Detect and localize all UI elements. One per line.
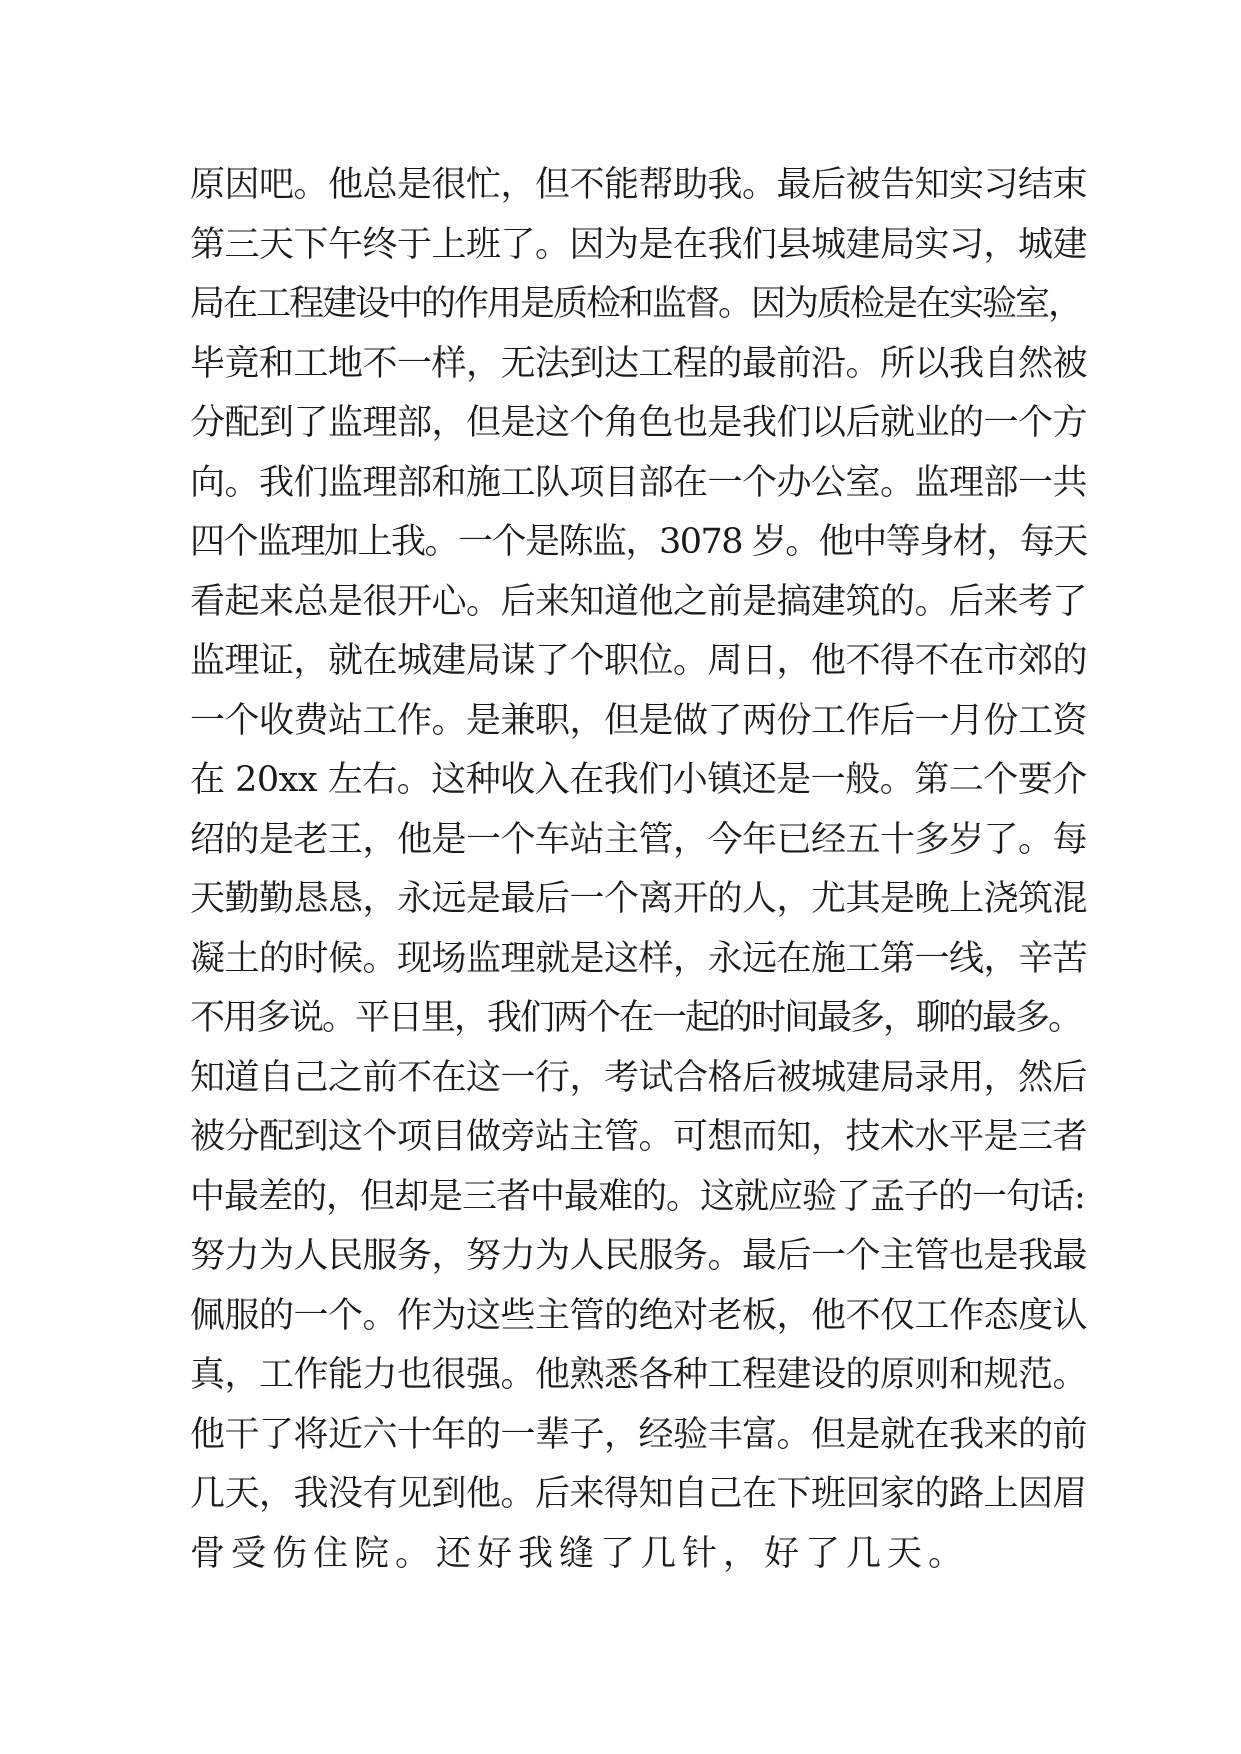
- text-line: 知道自己之前不在这一行，考试合格后被城建局录用，然后: [190, 1057, 1088, 1098]
- text-line: 不用多说。平日里，我们两个在一起的时间最多，聊的最多。: [190, 998, 1082, 1038]
- text-line: 局在工程建设中的作用是质检和监督。因为质检是在实验室，: [190, 284, 1082, 324]
- text-line: 在 20xx 左右。这种收入在我们小镇还是一般。第二个要介: [190, 760, 1087, 800]
- text-line: 向。我们监理部和施工队项目部在一个办公室。监理部一共: [190, 462, 1088, 503]
- text-line: 被分配到这个项目做旁站主管。可想而知，技术水平是三者: [190, 1117, 1088, 1157]
- text-line: 天勤勤恳恳，永远是最后一个离开的人，尤其是晚上浇筑混: [190, 879, 1088, 919]
- text-line: 第三天下午终于上班了。因为是在我们县城建局实习，城建: [190, 224, 1088, 265]
- text-line: 毕竟和工地不一样，无法到达工程的最前沿。所以我自然被: [190, 343, 1088, 384]
- text-line: 凝土的时候。现场监理就是这样，永远在施工第一线，辛苦: [190, 938, 1088, 979]
- text-line: 佩服的一个。作为这些主管的绝对老板，他不仅工作态度认: [190, 1295, 1088, 1336]
- text-line: 他干了将近六十年的一辈子，经验丰富。但是就在我来的前: [190, 1414, 1088, 1455]
- text-line: 努力为人民服务，努力为人民服务。最后一个主管也是我最: [190, 1236, 1088, 1276]
- text-line: 一个收费站工作。是兼职，但是做了两份工作后一月份工资: [190, 700, 1088, 741]
- text-line: 真，工作能力也很强。他熟悉各种工程建设的原则和规范。: [190, 1355, 1088, 1395]
- text-line: 骨受伤住院。还好我缝了几针，好了几天。: [190, 1533, 970, 1574]
- text-line: 绍的是老王，他是一个车站主管，今年已经五十多岁了。每: [190, 819, 1088, 860]
- text-line: 看起来总是很开心。后来知道他之前是搞建筑的。后来考了: [190, 581, 1088, 622]
- text-line: 四个监理加上我。一个是陈监，3078 岁。他中等身材，每天: [190, 522, 1087, 562]
- text-line: 分配到了监理部，但是这个角色也是我们以后就业的一个方: [190, 403, 1088, 443]
- text-line: 几天，我没有见到他。后来得知自己在下班回家的路上因眉: [190, 1474, 1088, 1514]
- text-line: 中最差的，但却是三者中最难的。这就应验了孟子的一句话:: [190, 1176, 1085, 1217]
- body-text: [190, 156, 1090, 1584]
- text-line: 原因吧。他总是很忙，但不能帮助我。最后被告知实习结束: [190, 165, 1088, 205]
- text-line: 监理证，就在城建局谋了个职位。周日，他不得不在市郊的: [190, 641, 1088, 681]
